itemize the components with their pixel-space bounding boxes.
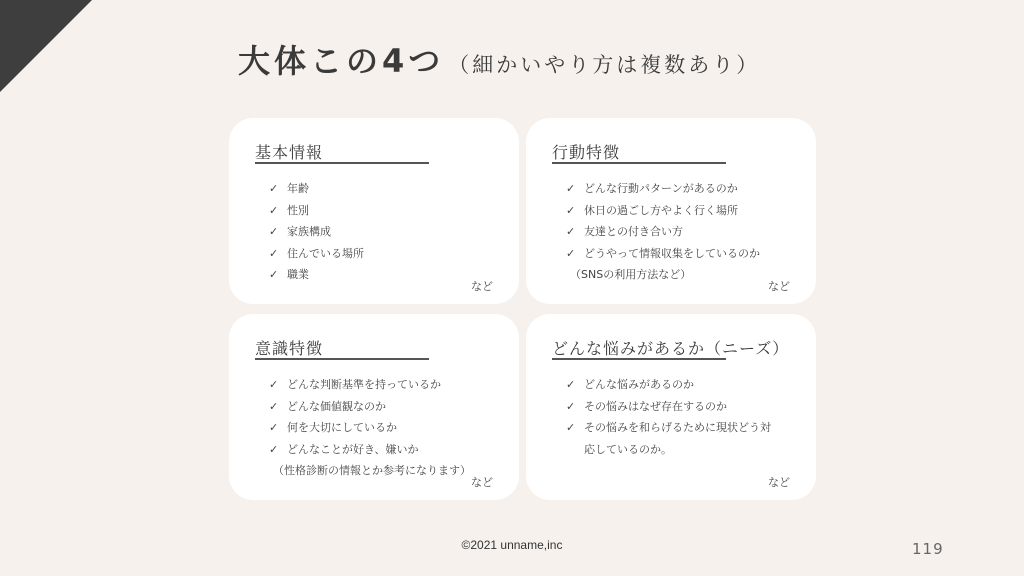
- checkmark-icon: ✓: [269, 421, 279, 434]
- list-item: [566, 200, 760, 222]
- checkmark-icon: ✓: [269, 442, 279, 456]
- slide-title-main: 大体この4つ: [238, 42, 445, 80]
- list-item-text: 何を大切にしているか: [287, 421, 397, 434]
- checkmark-icon: ✓: [566, 378, 576, 391]
- list-item-text: 性別: [287, 203, 309, 217]
- list-item: [566, 221, 760, 243]
- list-item: [566, 374, 771, 396]
- list-item: [566, 417, 771, 439]
- list-item-text: どんな判断基準を持っているか: [287, 378, 441, 391]
- card-title: 意識特徴: [255, 339, 324, 358]
- checkmark-icon: ✓: [566, 182, 576, 195]
- list-item: [566, 178, 760, 200]
- page-number: 119: [912, 540, 944, 558]
- list-item-text: 休日の過ごし方やよく行く場所: [584, 203, 738, 217]
- slide-title-sub: （細かいやり方は複数あり）: [448, 53, 761, 77]
- list-item-text: どんな行動パターンがあるのか: [584, 182, 738, 195]
- list-item-text: その悩みを和らげるために現状どう対: [584, 421, 771, 434]
- list-item-text: その悩みはなぜ存在するのか: [584, 399, 727, 413]
- list-note: 応しているのか。: [584, 442, 672, 456]
- list-item: [269, 439, 471, 461]
- list-item: [269, 200, 364, 222]
- card-title: どんな悩みがあるか（ニーズ）: [552, 339, 790, 358]
- checkmark-icon: ✓: [269, 246, 279, 260]
- checkmark-icon: ✓: [269, 182, 279, 195]
- checkmark-icon: ✓: [269, 203, 279, 217]
- card-item-list: [269, 374, 471, 482]
- list-item: [269, 178, 364, 200]
- checkmark-icon: ✓: [269, 225, 279, 238]
- list-item: [269, 417, 471, 439]
- card-etc-label: など: [471, 476, 493, 489]
- card-title-underline: [552, 162, 726, 164]
- list-item-text: どうやって情報収集をしているのか: [584, 246, 760, 260]
- list-item: [566, 243, 760, 265]
- list-item: [269, 221, 364, 243]
- card-title-underline: [552, 358, 726, 360]
- checkmark-icon: ✓: [269, 378, 279, 391]
- card-title: 基本情報: [255, 143, 324, 162]
- card-awareness: [229, 314, 519, 500]
- list-item: [269, 396, 471, 418]
- list-item-text: どんなことが好き、嫌いか: [287, 442, 419, 456]
- list-item-text: どんな悩みがあるのか: [584, 378, 694, 391]
- checkmark-icon: ✓: [269, 268, 279, 281]
- list-item: [269, 264, 364, 286]
- list-item-text: 友達との付き合い方: [584, 225, 683, 238]
- checkmark-icon: ✓: [566, 399, 576, 413]
- list-item: [269, 243, 364, 265]
- card-title-underline: [255, 358, 429, 360]
- checkmark-icon: ✓: [566, 246, 576, 260]
- card-etc-label: など: [768, 280, 790, 293]
- checkmark-icon: ✓: [566, 203, 576, 217]
- list-note: （性格診断の情報とか参考になります）: [273, 464, 471, 477]
- card-etc-label: など: [768, 476, 790, 489]
- card-etc-label: など: [471, 280, 493, 293]
- copyright-footer: ©2021 unname,inc: [461, 538, 563, 552]
- card-item-list: [566, 374, 771, 460]
- checkmark-icon: ✓: [566, 225, 576, 238]
- card-needs: [526, 314, 816, 500]
- card-behavior: [526, 118, 816, 304]
- card-title-underline: [255, 162, 429, 164]
- list-item-text: 年齢: [287, 182, 309, 195]
- card-item-list: [566, 178, 760, 286]
- checkmark-icon: ✓: [566, 421, 576, 434]
- list-item-text: 職業: [287, 268, 309, 281]
- slide-title: [238, 36, 760, 82]
- card-title: 行動特徴: [552, 143, 621, 162]
- checkmark-icon: ✓: [269, 399, 279, 413]
- list-item: [269, 374, 471, 396]
- card-basic-info: [229, 118, 519, 304]
- corner-triangle-decoration: [0, 0, 92, 92]
- list-note: （SNSの利用方法など）: [570, 268, 692, 281]
- card-item-list: [269, 178, 364, 286]
- list-item-text: 家族構成: [287, 225, 331, 238]
- list-item: [566, 396, 771, 418]
- list-item-text: 住んでいる場所: [287, 246, 364, 260]
- list-item-text: どんな価値観なのか: [287, 399, 386, 413]
